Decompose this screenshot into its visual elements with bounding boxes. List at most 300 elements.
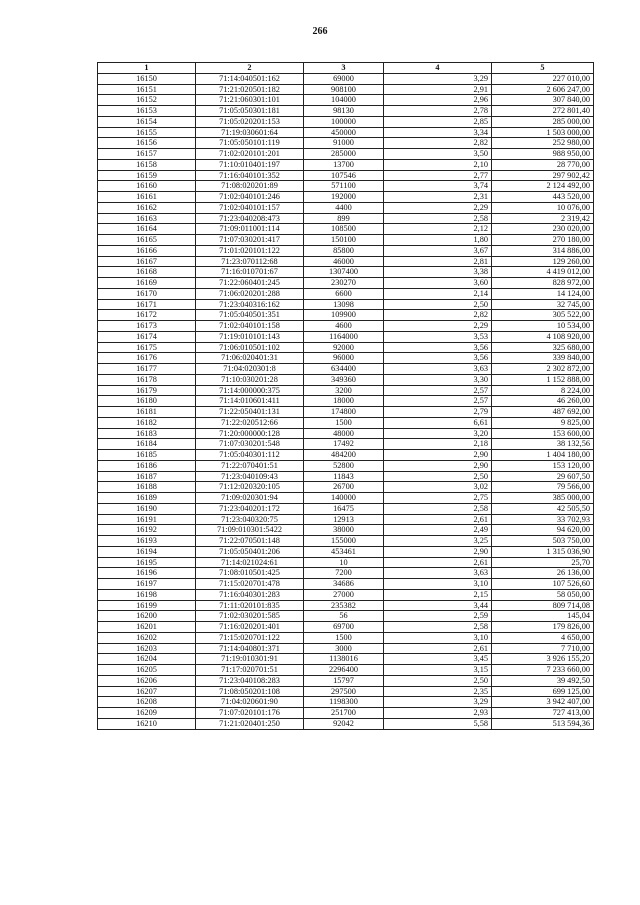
column-header-2: 2: [196, 63, 304, 74]
row-number: 16189: [98, 493, 196, 504]
rate-cell: 3,63: [384, 568, 492, 579]
value-cell: 32 745,00: [492, 299, 594, 310]
cadastral-number: 71:21:020401:250: [196, 718, 304, 729]
value-cell: 46 260,00: [492, 396, 594, 407]
area-cell: 251700: [304, 708, 384, 719]
row-number: 16191: [98, 514, 196, 525]
row-number: 16159: [98, 170, 196, 181]
table-row: [98, 374, 594, 385]
column-header-5: 5: [492, 63, 594, 74]
table-row: [98, 557, 594, 568]
cadastral-number: 71:08:020201:89: [196, 181, 304, 192]
rate-cell: 2,29: [384, 321, 492, 332]
row-number: 16157: [98, 149, 196, 160]
row-number: 16210: [98, 718, 196, 729]
rate-cell: 2,15: [384, 589, 492, 600]
table-row: [98, 267, 594, 278]
rate-cell: 2,29: [384, 202, 492, 213]
value-cell: 79 566,00: [492, 482, 594, 493]
row-number: 16169: [98, 278, 196, 289]
table-row: [98, 202, 594, 213]
value-cell: 513 594,36: [492, 718, 594, 729]
value-cell: 307 840,00: [492, 95, 594, 106]
area-cell: 1307400: [304, 267, 384, 278]
value-cell: 988 950,00: [492, 149, 594, 160]
table-row: [98, 439, 594, 450]
rate-cell: 3,29: [384, 697, 492, 708]
row-number: 16197: [98, 579, 196, 590]
value-cell: 153 600,00: [492, 428, 594, 439]
rate-cell: 2,61: [384, 643, 492, 654]
value-cell: 14 124,00: [492, 288, 594, 299]
cadastral-number: 71:21:060301:101: [196, 95, 304, 106]
rate-cell: 3,50: [384, 149, 492, 160]
table-row: [98, 310, 594, 321]
rate-cell: 2,57: [384, 396, 492, 407]
cadastral-number: 71:06:020401:31: [196, 353, 304, 364]
row-number: 16156: [98, 138, 196, 149]
value-cell: 58 050,00: [492, 589, 594, 600]
value-cell: 2 606 247,00: [492, 84, 594, 95]
cadastral-number: 71:09:010301:5422: [196, 525, 304, 536]
value-cell: 270 180,00: [492, 235, 594, 246]
area-cell: 96000: [304, 353, 384, 364]
cadastral-number: 71:05:050401:206: [196, 546, 304, 557]
area-cell: 27000: [304, 589, 384, 600]
row-number: 16163: [98, 213, 196, 224]
rate-cell: 2,50: [384, 299, 492, 310]
rate-cell: 3,15: [384, 665, 492, 676]
value-cell: 1 315 036,90: [492, 546, 594, 557]
table-row: [98, 589, 594, 600]
area-cell: 3000: [304, 643, 384, 654]
area-cell: 11843: [304, 471, 384, 482]
row-number: 16188: [98, 482, 196, 493]
rate-cell: 2,93: [384, 708, 492, 719]
area-cell: 285000: [304, 149, 384, 160]
table-row: [98, 235, 594, 246]
rate-cell: 3,67: [384, 245, 492, 256]
rate-cell: 2,14: [384, 288, 492, 299]
rate-cell: 2,82: [384, 310, 492, 321]
row-number: 16171: [98, 299, 196, 310]
cadastral-number: 71:02:040101:158: [196, 321, 304, 332]
row-number: 16192: [98, 525, 196, 536]
table-row: [98, 493, 594, 504]
area-cell: 18000: [304, 396, 384, 407]
value-cell: 1 503 000,00: [492, 127, 594, 138]
table-row: [98, 288, 594, 299]
rate-cell: 3,29: [384, 73, 492, 84]
row-number: 16208: [98, 697, 196, 708]
area-cell: 92042: [304, 718, 384, 729]
rate-cell: 2,81: [384, 256, 492, 267]
row-number: 16198: [98, 589, 196, 600]
cadastral-number: 71:06:010501:102: [196, 342, 304, 353]
cadastral-number: 71:22:070401:51: [196, 460, 304, 471]
table-row: [98, 213, 594, 224]
area-cell: 13700: [304, 159, 384, 170]
cadastral-number: 71:05:050101:119: [196, 138, 304, 149]
table-row: [98, 718, 594, 729]
table-row: [98, 708, 594, 719]
row-number: 16183: [98, 428, 196, 439]
rate-cell: 2,96: [384, 95, 492, 106]
cadastral-number: 71:02:040101:157: [196, 202, 304, 213]
cadastral-number: 71:23:040201:172: [196, 503, 304, 514]
table-row: [98, 364, 594, 375]
area-cell: 174800: [304, 407, 384, 418]
rate-cell: 3,34: [384, 127, 492, 138]
rate-cell: 2,78: [384, 106, 492, 117]
value-cell: 4 419 012,00: [492, 267, 594, 278]
area-cell: 104000: [304, 95, 384, 106]
row-number: 16185: [98, 450, 196, 461]
cadastral-number: 71:22:070501:148: [196, 536, 304, 547]
row-number: 16203: [98, 643, 196, 654]
cadastral-number: 71:16:040301:283: [196, 589, 304, 600]
area-cell: 4400: [304, 202, 384, 213]
area-cell: 908100: [304, 84, 384, 95]
table-row: [98, 536, 594, 547]
value-cell: 305 522,00: [492, 310, 594, 321]
row-number: 16178: [98, 374, 196, 385]
rate-cell: 3,45: [384, 654, 492, 665]
rate-cell: 2,58: [384, 503, 492, 514]
table-row: [98, 686, 594, 697]
rate-cell: 2,58: [384, 622, 492, 633]
area-cell: 69700: [304, 622, 384, 633]
cadastral-number: 71:21:020501:182: [196, 84, 304, 95]
value-cell: 809 714,08: [492, 600, 594, 611]
value-cell: 153 120,00: [492, 460, 594, 471]
rate-cell: 2,77: [384, 170, 492, 181]
cadastral-number: 71:17:020701:51: [196, 665, 304, 676]
table-row: [98, 342, 594, 353]
column-header-1: 1: [98, 63, 196, 74]
cadastral-number: 71:07:030201:548: [196, 439, 304, 450]
value-cell: 4 650,00: [492, 632, 594, 643]
area-cell: 26700: [304, 482, 384, 493]
row-number: 16166: [98, 245, 196, 256]
cadastral-number: 71:14:040801:371: [196, 643, 304, 654]
area-cell: 140000: [304, 493, 384, 504]
area-cell: 1164000: [304, 331, 384, 342]
value-cell: 1 404 180,00: [492, 450, 594, 461]
area-cell: 155000: [304, 536, 384, 547]
cadastral-number: 71:23:040108:283: [196, 675, 304, 686]
row-number: 16173: [98, 321, 196, 332]
area-cell: 1198300: [304, 697, 384, 708]
cadastral-number: 71:05:040501:351: [196, 310, 304, 321]
value-cell: 9 825,00: [492, 417, 594, 428]
value-cell: 252 980,00: [492, 138, 594, 149]
table-row: [98, 525, 594, 536]
rate-cell: 2,31: [384, 192, 492, 203]
rate-cell: 2,75: [384, 493, 492, 504]
value-cell: 325 680,00: [492, 342, 594, 353]
row-number: 16164: [98, 224, 196, 235]
area-cell: 899: [304, 213, 384, 224]
row-number: 16187: [98, 471, 196, 482]
area-cell: 107546: [304, 170, 384, 181]
cadastral-number: 71:20:000000:128: [196, 428, 304, 439]
value-cell: 727 413,00: [492, 708, 594, 719]
cadastral-number: 71:23:040316:162: [196, 299, 304, 310]
cadastral-number: 71:02:030201:585: [196, 611, 304, 622]
cadastral-number: 71:05:020201:153: [196, 116, 304, 127]
rate-cell: 3,74: [384, 181, 492, 192]
cadastral-number: 71:08:010501:425: [196, 568, 304, 579]
table-row: [98, 622, 594, 633]
row-number: 16162: [98, 202, 196, 213]
value-cell: 385 000,00: [492, 493, 594, 504]
row-number: 16168: [98, 267, 196, 278]
row-number: 16174: [98, 331, 196, 342]
table-row: [98, 697, 594, 708]
rate-cell: 3,02: [384, 482, 492, 493]
table-row: [98, 224, 594, 235]
area-cell: 48000: [304, 428, 384, 439]
table-row: [98, 396, 594, 407]
value-cell: 3 942 407,00: [492, 697, 594, 708]
table-row: [98, 654, 594, 665]
area-cell: 52800: [304, 460, 384, 471]
cadastral-number: 71:05:050301:181: [196, 106, 304, 117]
area-cell: 38000: [304, 525, 384, 536]
cadastral-number: 71:01:020101:122: [196, 245, 304, 256]
area-cell: 69000: [304, 73, 384, 84]
rate-cell: 2,59: [384, 611, 492, 622]
cadastral-number: 71:14:040501:162: [196, 73, 304, 84]
value-cell: 487 692,00: [492, 407, 594, 418]
rate-cell: 5,58: [384, 718, 492, 729]
area-cell: 150100: [304, 235, 384, 246]
cadastral-number: 71:16:020201:401: [196, 622, 304, 633]
rate-cell: 2,61: [384, 514, 492, 525]
rate-cell: 2,79: [384, 407, 492, 418]
row-number: 16180: [98, 396, 196, 407]
row-number: 16177: [98, 364, 196, 375]
value-cell: 272 801,40: [492, 106, 594, 117]
cadastral-number: 71:05:040301:112: [196, 450, 304, 461]
row-number: 16179: [98, 385, 196, 396]
area-cell: 91000: [304, 138, 384, 149]
rate-cell: 3,60: [384, 278, 492, 289]
cadastral-number: 71:04:020301:8: [196, 364, 304, 375]
area-cell: 10: [304, 557, 384, 568]
area-cell: 634400: [304, 364, 384, 375]
area-cell: 453461: [304, 546, 384, 557]
row-number: 16172: [98, 310, 196, 321]
value-cell: 2 124 492,00: [492, 181, 594, 192]
row-number: 16204: [98, 654, 196, 665]
cadastral-number: 71:08:050201:108: [196, 686, 304, 697]
cadastral-value-table: [97, 62, 594, 730]
area-cell: 16475: [304, 503, 384, 514]
rate-cell: 2,18: [384, 439, 492, 450]
value-cell: 145,04: [492, 611, 594, 622]
value-cell: 29 607,50: [492, 471, 594, 482]
value-cell: 26 136,00: [492, 568, 594, 579]
row-number: 16209: [98, 708, 196, 719]
rate-cell: 2,10: [384, 159, 492, 170]
area-cell: 15797: [304, 675, 384, 686]
rate-cell: 3,56: [384, 342, 492, 353]
cadastral-number: 71:22:060401:245: [196, 278, 304, 289]
table-body: [98, 73, 594, 729]
table-row: [98, 407, 594, 418]
rate-cell: 2,12: [384, 224, 492, 235]
rate-cell: 2,49: [384, 525, 492, 536]
area-cell: 92000: [304, 342, 384, 353]
table-row: [98, 331, 594, 342]
table-row: [98, 170, 594, 181]
value-cell: 8 224,00: [492, 385, 594, 396]
row-number: 16176: [98, 353, 196, 364]
area-cell: 109900: [304, 310, 384, 321]
area-cell: 56: [304, 611, 384, 622]
value-cell: 699 125,00: [492, 686, 594, 697]
row-number: 16206: [98, 675, 196, 686]
value-cell: 297 902,42: [492, 170, 594, 181]
area-cell: 3200: [304, 385, 384, 396]
value-cell: 33 702,93: [492, 514, 594, 525]
rate-cell: 3,53: [384, 331, 492, 342]
value-cell: 28 770,00: [492, 159, 594, 170]
area-cell: 192000: [304, 192, 384, 203]
row-number: 16150: [98, 73, 196, 84]
value-cell: 42 505,50: [492, 503, 594, 514]
cadastral-number: 71:23:040320:75: [196, 514, 304, 525]
column-header-4: 4: [384, 63, 492, 74]
table-row: [98, 299, 594, 310]
area-cell: 17492: [304, 439, 384, 450]
cadastral-number: 71:15:020701:122: [196, 632, 304, 643]
area-cell: 34686: [304, 579, 384, 590]
table-row: [98, 675, 594, 686]
cadastral-number: 71:10:030201:28: [196, 374, 304, 385]
cadastral-number: 71:06:020201:288: [196, 288, 304, 299]
value-cell: 7 233 660,00: [492, 665, 594, 676]
cadastral-number: 71:11:020101:835: [196, 600, 304, 611]
cadastral-number: 71:23:040109:43: [196, 471, 304, 482]
cadastral-number: 71:14:021024:61: [196, 557, 304, 568]
cadastral-number: 71:14:000000:375: [196, 385, 304, 396]
table-row: [98, 600, 594, 611]
area-cell: 4600: [304, 321, 384, 332]
rate-cell: 2,61: [384, 557, 492, 568]
cadastral-number: 71:16:040101:352: [196, 170, 304, 181]
row-number: 16175: [98, 342, 196, 353]
value-cell: 503 750,00: [492, 536, 594, 547]
row-number: 16158: [98, 159, 196, 170]
table-row: [98, 632, 594, 643]
value-cell: 1 152 888,00: [492, 374, 594, 385]
table-row: [98, 84, 594, 95]
table-header-row: [98, 63, 594, 74]
table-row: [98, 159, 594, 170]
row-number: 16207: [98, 686, 196, 697]
cadastral-number: 71:16:010701:67: [196, 267, 304, 278]
area-cell: 12913: [304, 514, 384, 525]
rate-cell: 6,61: [384, 417, 492, 428]
table-row: [98, 460, 594, 471]
row-number: 16190: [98, 503, 196, 514]
area-cell: 46000: [304, 256, 384, 267]
row-number: 16201: [98, 622, 196, 633]
area-cell: 98130: [304, 106, 384, 117]
area-cell: 6600: [304, 288, 384, 299]
rate-cell: 2,85: [384, 116, 492, 127]
row-number: 16200: [98, 611, 196, 622]
table-row: [98, 514, 594, 525]
table-row: [98, 417, 594, 428]
row-number: 16154: [98, 116, 196, 127]
cadastral-number: 71:19:010301:91: [196, 654, 304, 665]
area-cell: 1138016: [304, 654, 384, 665]
row-number: 16195: [98, 557, 196, 568]
area-cell: 1500: [304, 417, 384, 428]
cadastral-number: 71:19:010101:143: [196, 331, 304, 342]
cadastral-number: 71:12:020320:105: [196, 482, 304, 493]
table-row: [98, 149, 594, 160]
row-number: 16151: [98, 84, 196, 95]
area-cell: 297500: [304, 686, 384, 697]
table-row: [98, 353, 594, 364]
row-number: 16165: [98, 235, 196, 246]
rate-cell: 3,63: [384, 364, 492, 375]
area-cell: 2296400: [304, 665, 384, 676]
rate-cell: 2,50: [384, 675, 492, 686]
value-cell: 285 000,00: [492, 116, 594, 127]
value-cell: 4 108 920,00: [492, 331, 594, 342]
area-cell: 484200: [304, 450, 384, 461]
value-cell: 7 710,00: [492, 643, 594, 654]
row-number: 16160: [98, 181, 196, 192]
value-cell: 10 076,00: [492, 202, 594, 213]
rate-cell: 2,91: [384, 84, 492, 95]
cadastral-number: 71:09:020301:94: [196, 493, 304, 504]
row-number: 16167: [98, 256, 196, 267]
table-row: [98, 503, 594, 514]
table-row: [98, 471, 594, 482]
cadastral-number: 71:22:050401:131: [196, 407, 304, 418]
table-row: [98, 665, 594, 676]
value-cell: 443 520,00: [492, 192, 594, 203]
table-row: [98, 321, 594, 332]
rate-cell: 2,90: [384, 546, 492, 557]
rate-cell: 2,35: [384, 686, 492, 697]
cadastral-number: 71:04:020601:90: [196, 697, 304, 708]
cadastral-number: 71:07:030201:417: [196, 235, 304, 246]
value-cell: 39 492,50: [492, 675, 594, 686]
row-number: 16182: [98, 417, 196, 428]
table-row: [98, 546, 594, 557]
area-cell: 85800: [304, 245, 384, 256]
table-row: [98, 73, 594, 84]
table-row: [98, 385, 594, 396]
row-number: 16153: [98, 106, 196, 117]
rate-cell: 1,80: [384, 235, 492, 246]
row-number: 16199: [98, 600, 196, 611]
rate-cell: 3,30: [384, 374, 492, 385]
area-cell: 1500: [304, 632, 384, 643]
rate-cell: 2,90: [384, 460, 492, 471]
value-cell: 38 132,56: [492, 439, 594, 450]
table-row: [98, 482, 594, 493]
rate-cell: 3,38: [384, 267, 492, 278]
